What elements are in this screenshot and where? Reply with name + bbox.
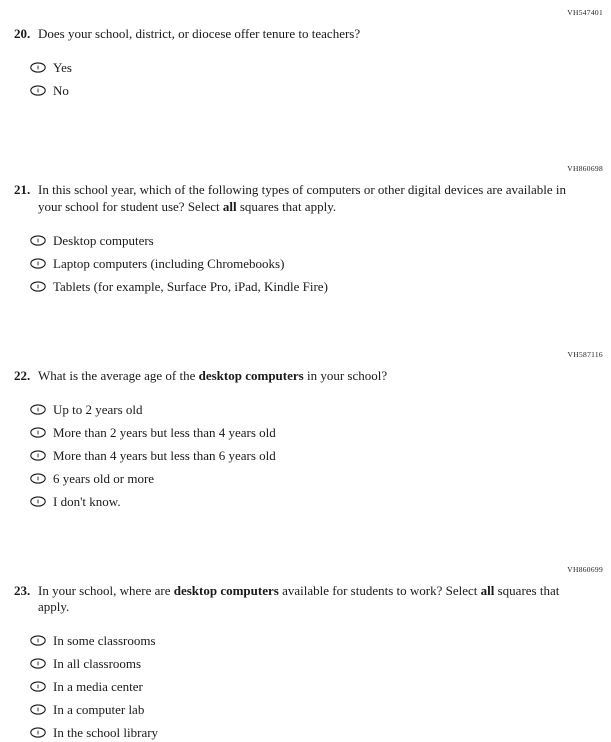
question-text-row [0,583,611,617]
question-number: 20. [14,26,31,41]
question-text: In this school year, which of the following types of computers or other digital devices are available in your school for student use? Select all squares that apply. [38,181,566,214]
answer-oval-icon[interactable] [30,681,46,692]
answer-oval-icon[interactable] [30,704,46,715]
answer-option-label: In a computer lab [53,702,145,718]
answer-option-label: In a media center [53,679,143,695]
question-block [0,565,611,742]
answer-option[interactable] [30,79,611,102]
answer-option-label: I don't know. [53,493,121,509]
answer-option[interactable] [30,652,611,675]
question-text-row [0,26,611,43]
question-code: VH547401 [567,8,603,17]
answer-oval-icon[interactable] [30,85,46,96]
question-code: VH860699 [567,564,603,574]
question-text: Does your school, district, or diocese offer tenure to teachers? [38,26,361,41]
question-text-row [0,182,611,216]
answer-oval-icon[interactable] [30,62,46,73]
answer-option-label: In the school library [53,725,159,741]
answer-options [0,229,611,298]
answer-option-label: More than 2 years but less than 4 years old [53,424,276,440]
answer-oval-icon[interactable] [30,727,46,738]
answer-option-label: Laptop computers (including Chromebooks) [53,255,285,271]
answer-oval-icon[interactable] [30,427,46,438]
answer-oval-icon[interactable] [30,658,46,669]
answer-options [0,398,611,513]
answer-option-label: Yes [53,59,72,75]
question-block [0,8,611,102]
questions-list [0,8,611,742]
answer-oval-icon[interactable] [30,473,46,484]
answer-option[interactable] [30,629,611,652]
answer-option[interactable] [30,675,611,698]
answer-option[interactable] [30,698,611,721]
answer-option-label: Up to 2 years old [53,401,143,417]
answer-option[interactable] [30,275,611,298]
answer-oval-icon[interactable] [30,496,46,507]
answer-option-label: Desktop computers [53,232,154,248]
answer-option-label: Tablets (for example, Surface Pro, iPad, Kindle Fire) [53,278,328,294]
answer-oval-icon[interactable] [30,281,46,292]
answer-option[interactable] [30,252,611,275]
answer-option[interactable] [30,444,611,467]
question-number: 23. [14,582,31,598]
question-block [0,350,611,513]
answer-oval-icon[interactable] [30,258,46,269]
answer-option[interactable] [30,421,611,444]
answer-option-label: 6 years old or more [53,470,155,486]
question-text-row [0,368,611,385]
answer-option-label: In all classrooms [53,656,142,672]
answer-option[interactable] [30,229,611,252]
question-text: In your school, where are desktop computers available for students to work? Select all squares that apply. [38,582,560,615]
answer-option-label: More than 4 years but less than 6 years old [53,447,276,463]
question-number: 21. [14,181,31,197]
question-code: VH860698 [567,163,603,173]
answer-oval-icon[interactable] [30,235,46,246]
answer-option-label: In some classrooms [53,633,156,649]
answer-options [0,56,611,102]
answer-option[interactable] [30,721,611,742]
question-code: VH587116 [567,349,603,359]
question-block [0,164,611,298]
answer-option-label: No [53,82,69,98]
answer-oval-icon[interactable] [30,635,46,646]
answer-option[interactable] [30,398,611,421]
question-text: What is the average age of the desktop computers in your school? [38,367,388,383]
answer-option[interactable] [30,56,611,79]
answer-option[interactable] [30,467,611,490]
answer-options [0,629,611,742]
answer-oval-icon[interactable] [30,450,46,461]
answer-option[interactable] [30,490,611,513]
answer-oval-icon[interactable] [30,404,46,415]
question-number: 22. [14,367,31,383]
